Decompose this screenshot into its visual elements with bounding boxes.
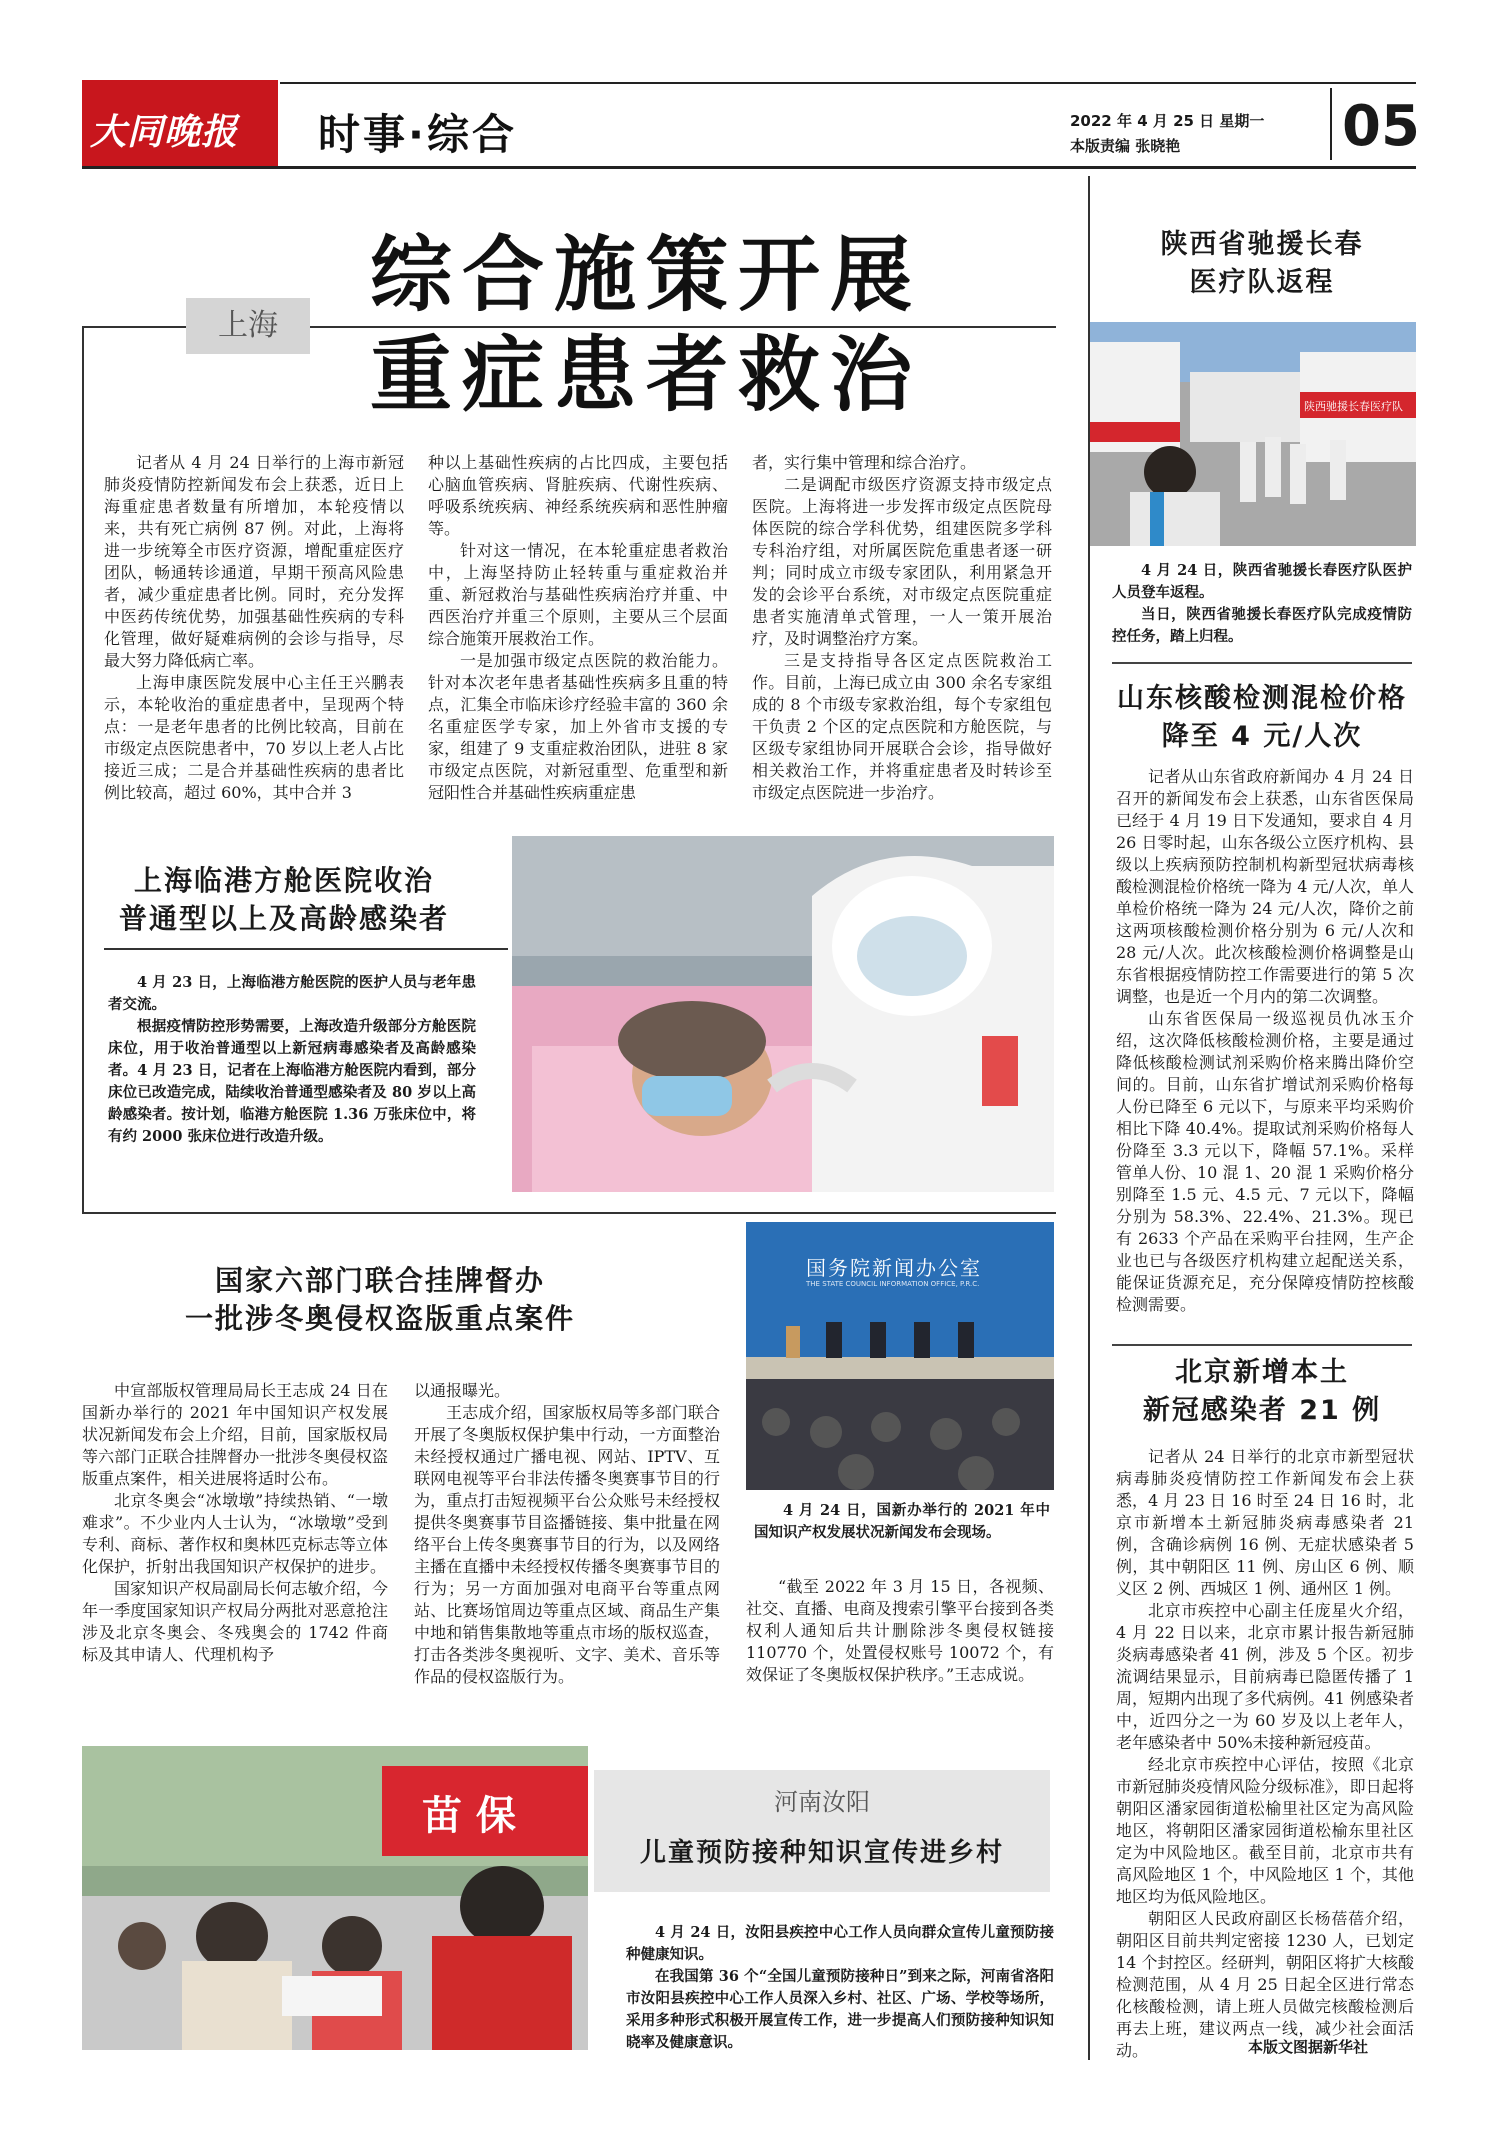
- page-number-divider: [1330, 88, 1332, 160]
- shanghai-article-column-1: [104, 452, 404, 804]
- paragraph: 上海申康医院发展中心主任王兴鹏表示，本轮收治的重症患者中，呈现两个特点：一是老年患者的比例比较高，目前在市级定点医院患者中，70 岁以上老人占比接近三成；二是合并基础性疾病的患者比例比较高，超过 60%，其中合并 3: [104, 673, 404, 802]
- section-title: 时事·综合: [318, 110, 517, 159]
- lingang-headline-line2: 普通型以上及高龄感染者: [118, 902, 449, 935]
- bus-banner-text: 陕西驰援长春医疗队: [1304, 400, 1403, 413]
- ip-headline-line1: 国家六部门联合挂牌督办: [214, 1264, 545, 1297]
- paragraph: 者，实行集中管理和综合治疗。: [752, 453, 977, 472]
- issue-date: 2022 年 4 月 25 日 星期一: [1070, 112, 1265, 130]
- beijing-article-body: [1116, 1446, 1414, 2062]
- medical-team-return-photo: [1090, 322, 1416, 546]
- shanghai-article-column-2: [428, 452, 728, 804]
- shanghai-article-column-3: [752, 452, 1052, 804]
- paragraph: 一是加强市级定点医院的救治能力。针对本次老年患者基础性疾病多且重的特点，汇集全市临床诊疗经验丰富的 360 余名重症医学专家，加上外省市支援的专家，组建了 9 支重症救治团队，进驻 8 家市级定点医院，对新冠重型、危重型和新冠阳性合并基础性疾病重症患: [428, 651, 728, 802]
- paragraph: 北京市疾控中心副主任庞星火介绍，4 月 22 日以来，北京市累计报告新冠肺炎病毒感染者 41 例，涉及 5 个区。初步流调结果显示，目前病毒已隐匿传播了 1 周，短期内出现了多代病例。41 例感染者中，近四分之一为 60 岁及以上老年人，老年感染者中 50%未接种新冠疫苗。: [1116, 1601, 1414, 1752]
- lingang-headline-rule: [104, 948, 508, 950]
- page-number: 05: [1342, 94, 1420, 159]
- paragraph: 记者从 24 日举行的北京市新型冠状病毒肺炎疫情防控工作新闻发布会上获悉，4 月 23 日 16 时至 24 日 16 时，北京市新增本土新冠肺炎病毒感染者 21 例，含确诊病例 16 例、无症状感染者 5 例，其中朝阳区 11 例、房山区 6 例、顺义区 2 例、西城区 1 例、通州区 1 例。: [1116, 1447, 1414, 1598]
- lingang-photo-caption: [108, 972, 476, 1148]
- ip-article-column-1: [82, 1380, 388, 1666]
- vaccination-banner-text: 苗 保: [422, 1793, 516, 1839]
- shanghai-headline-line1: 综合施策开展: [370, 228, 923, 323]
- paragraph: 二是调配市级医疗资源支持市级定点医院。上海将进一步发挥市级定点医院母体医院的综合学科优势，组建医院多学科专科治疗组，对所属医院危重患者逐一研判；同时成立市级专家团队，利用紧急开发的会诊平台系统，对市级定点医院重症患者实施清单式管理，一人一策开展治疗，及时调整治疗方案。: [752, 475, 1052, 648]
- press-banner-text: 国务院新闻办公室: [806, 1256, 982, 1280]
- press-photo-caption: [754, 1500, 1050, 1544]
- masthead-bottom-rule: [82, 166, 1416, 169]
- beijing-headline-line1: 北京新增本土: [1175, 1357, 1349, 1388]
- shandong-headline-line1: 山东核酸检测混检价格: [1117, 683, 1407, 714]
- paragraph: 王志成介绍，国家版权局等多部门联合开展了冬奥版权保护集中行动，一方面整治未经授权通过广播电视、网站、IPTV、互联网电视等平台非法传播冬奥赛事节目的行为，重点打击短视频平台公众账号未经授权提供冬奥赛事节目盗播链接、集中批量在网络平台上传冬奥赛事节目的行为，以及网络主播在直播中未经授权传播冬奥赛事节目的行为；另一方面加强对电商平台等重点网站、比赛场馆周边等重点区域、商品生产集中地和销售集散地等重点市场的版权巡查，打击各类涉冬奥视听、文字、美术、音乐等作品的侵权盗版行为。: [414, 1403, 720, 1686]
- paragraph: 经北京市疾控中心评估，按照《北京市新冠肺炎疫情风险分级标准》，即日起将朝阳区潘家园街道松榆里社区定为高风险地区，将朝阳区潘家园街道松榆东里社区定为中风险地区。截至目前，北京市共有高风险地区 1 个，中风险地区 1 个，其他地区均为低风险地区。: [1116, 1755, 1414, 1906]
- paragraph: 以通报曝光。: [414, 1381, 511, 1400]
- caption-line: 4 月 23 日，上海临港方舱医院的医护人员与老年患者交流。: [108, 974, 476, 1013]
- paragraph: “截至 2022 年 3 月 15 日，各视频、社交、直播、电商及搜索引擎平台接到各类权利人通知后共计删除涉冬奥侵权链接 110770 个，处置侵权账号 10072 个，有效保证了冬奥版权保护秩序。”王志成说。: [746, 1577, 1054, 1684]
- caption-line: 当日，陕西省驰援长春医疗队完成疫情防控任务，踏上归程。: [1112, 606, 1412, 645]
- ip-article-column-3: [746, 1576, 1054, 1686]
- beijing-headline: [1112, 1354, 1412, 1430]
- shanghai-headline: [370, 226, 970, 426]
- shaanxi-headline-line1: 陕西省驰援长春: [1160, 229, 1364, 260]
- shanghai-location-tag: 上海: [186, 298, 310, 354]
- paragraph: 针对这一情况，在本轮重症患者救治中，上海坚持防止轻转重与重症救治并重、新冠救治与基础性疾病治疗并重、中西医治疗并重三个原则，主要从三个层面综合施策开展救治工作。: [428, 541, 728, 648]
- beijing-headline-line2: 新冠感染者 21 例: [1142, 1395, 1382, 1426]
- shandong-article-body: [1116, 766, 1414, 1316]
- paragraph: 山东省医保局一级巡视员仇冰玉介绍，这次降低核酸检测价格，主要是通过降低核酸检测试剂采购价格来腾出降价空间的。目前，山东省扩增试剂采购价格每人份已降至 6 元以下，与原来平均采购价相比下降 40.4%。提取试剂采购价格每人份降至 3.3 元以下，降幅 57.1%。采样管单人份、10 混 1、20 混 1 采购价格分别降至 1.5 元、4.5 元、7 元以下，降幅分别为 58.3%、22.4%、21.3%。现已有 2633 个产品在采购平台挂网，生产企业也已与各级医疗机构建立起配送关系，能保证货源充足，充分保障疫情防控核酸检测需要。: [1116, 1009, 1414, 1314]
- page-editor: 本版责编 张晓艳: [1070, 137, 1181, 155]
- lingang-hospital-photo: [512, 836, 1054, 1192]
- right-column-rule: [1112, 662, 1412, 664]
- henan-headline: 儿童预防接种知识宣传进乡村: [639, 1838, 1004, 1868]
- paragraph: 三是支持指导各区定点医院救治工作。目前，上海已成立由 300 余名专家组成的 8 个市级专家救治组，每个专家组包干负责 2 个区的定点医院和方舱医院，与区级专家组协同开展联合会诊，指导做好相关救治工作，并将重症患者及时转诊至市级定点医院进一步治疗。: [752, 651, 1052, 802]
- paragraph: 种以上基础性疾病的占比四成，主要包括心脑血管疾病、肾脏疾病、代谢性疾病、呼吸系统疾病、神经系统疾病和恶性肿瘤等。: [428, 453, 728, 538]
- shaanxi-headline: [1112, 226, 1412, 302]
- lingang-headline: [104, 862, 464, 938]
- press-banner-english: THE STATE COUNCIL INFORMATION OFFICE, P.R.C.: [806, 1280, 980, 1288]
- caption-line: 在我国第 36 个“全国儿童预防接种日”到来之际，河南省洛阳市汝阳县疾控中心工作人员深入乡村、社区、广场、学校等场所，采用多种形式积极开展宣传工作，进一步提高人们预防接种知识知晓率及健康意识。: [626, 1968, 1054, 2051]
- paragraph: 记者从 4 月 24 日举行的上海市新冠肺炎疫情防控新闻发布会上获悉，近日上海重症患者数量有所增加，本轮疫情以来，共有死亡病例 87 例。对此，上海将进一步统筹全市医疗资源，增配重症医疗团队，畅通转诊通道，早期干预高风险患者，减少重症患者比例。同时，充分发挥中医药传统优势，加强基础性疾病的专科化管理，做好疑难病例的会诊与指导，尽最大努力降低病亡率。: [104, 453, 404, 670]
- right-column-rule: [1112, 1344, 1412, 1346]
- caption-line: 4 月 24 日，汝阳县疾控中心工作人员向群众宣传儿童预防接种健康知识。: [626, 1924, 1054, 1963]
- photo-credit: 本版文图据新华社: [1248, 2038, 1369, 2056]
- masthead-top-rule: [280, 82, 1416, 84]
- caption-line: 4 月 24 日，陕西省驰援长春医疗队医护人员登车返程。: [1112, 562, 1412, 601]
- paragraph: 记者从山东省政府新闻办 4 月 24 日召开的新闻发布会上获悉，山东省医保局已经于 4 月 19 日下发通知，要求自 4 月 26 日零时起，山东各级公立医疗机构、县级以上疾病预防控制机构新型冠状病毒核酸检测混检价格统一降为 4 元/人次，单人单检价格统一降为 24 元/人次，降价之前这两项核酸检测价格分别为 6 元/人次和 28 元/人次。此次核酸检测价格调整是山东省根据疫情防控工作需要进行的第 5 次调整，也是近一个月内的第二次调整。: [1116, 767, 1414, 1006]
- shandong-headline-line2: 降至 4 元/人次: [1161, 721, 1363, 752]
- paragraph: 中宣部版权管理局局长王志成 24 日在国新办举行的 2021 年中国知识产权发展状况新闻发布会上介绍，目前，国家版权局等六部门正联合挂牌督办一批涉冬奥侵权盗版重点案件，相关进展将适时公布。: [82, 1381, 388, 1488]
- henan-photo-caption: [626, 1922, 1054, 2054]
- shanghai-headline-line2: 重症患者救治: [370, 328, 923, 423]
- lingang-headline-line1: 上海临港方舱医院收治: [133, 864, 434, 897]
- henan-location-tag: 河南汝阳: [774, 1788, 870, 1816]
- newspaper-logo-text: 大同晚报: [90, 111, 239, 153]
- ip-article-column-2: [414, 1380, 720, 1688]
- paragraph: 朝阳区人民政府副区长杨蓓蓓介绍，朝阳区目前共判定密接 1230 人，已划定 14 个封控区。经研判，朝阳区将扩大核酸检测范围，从 4 月 25 日起全区进行常态化核酸检测，请上班人员做完核酸检测后再去上班，建议两点一线，减少社会面活动。: [1116, 1909, 1414, 2060]
- caption-line: 4 月 24 日，国新办举行的 2021 年中国知识产权发展状况新闻发布会现场。: [754, 1502, 1050, 1541]
- shaanxi-headline-line2: 医疗队返程: [1189, 267, 1335, 298]
- ip-headline-line2: 一批涉冬奥侵权盗版重点案件: [184, 1302, 575, 1335]
- press-conference-photo: [746, 1222, 1054, 1490]
- caption-line: 根据疫情防控形势需要，上海改造升级部分方舱医院床位，用于收治普通型以上新冠病毒感染者及高龄感染者。4 月 23 日，记者在上海临港方舱医院内看到，部分床位已改造完成，陆续收治普通型感染者及 80 岁以上高龄感染者。按计划，临港方舱医院 1.36 万张床位中，将有约 2000 张床位进行改造升级。: [108, 1018, 476, 1145]
- paragraph: 国家知识产权局副局长何志敏介绍，今年一季度国家知识产权局分两批对恶意抢注涉及北京冬奥会、冬残奥会的 1742 件商标及其申请人、代理机构予: [82, 1579, 388, 1664]
- paragraph: 北京冬奥会“冰墩墩”持续热销、“一墩难求”。不少业内人士认为，“冰墩墩”受到专利、商标、著作权和奥林匹克标志等立体化保护，折射出我国知识产权保护的进步。: [82, 1491, 388, 1576]
- ip-headline: [130, 1262, 630, 1338]
- shaanxi-photo-caption: [1112, 560, 1412, 648]
- shandong-headline: [1112, 680, 1412, 756]
- vaccination-outreach-photo: [82, 1746, 588, 2050]
